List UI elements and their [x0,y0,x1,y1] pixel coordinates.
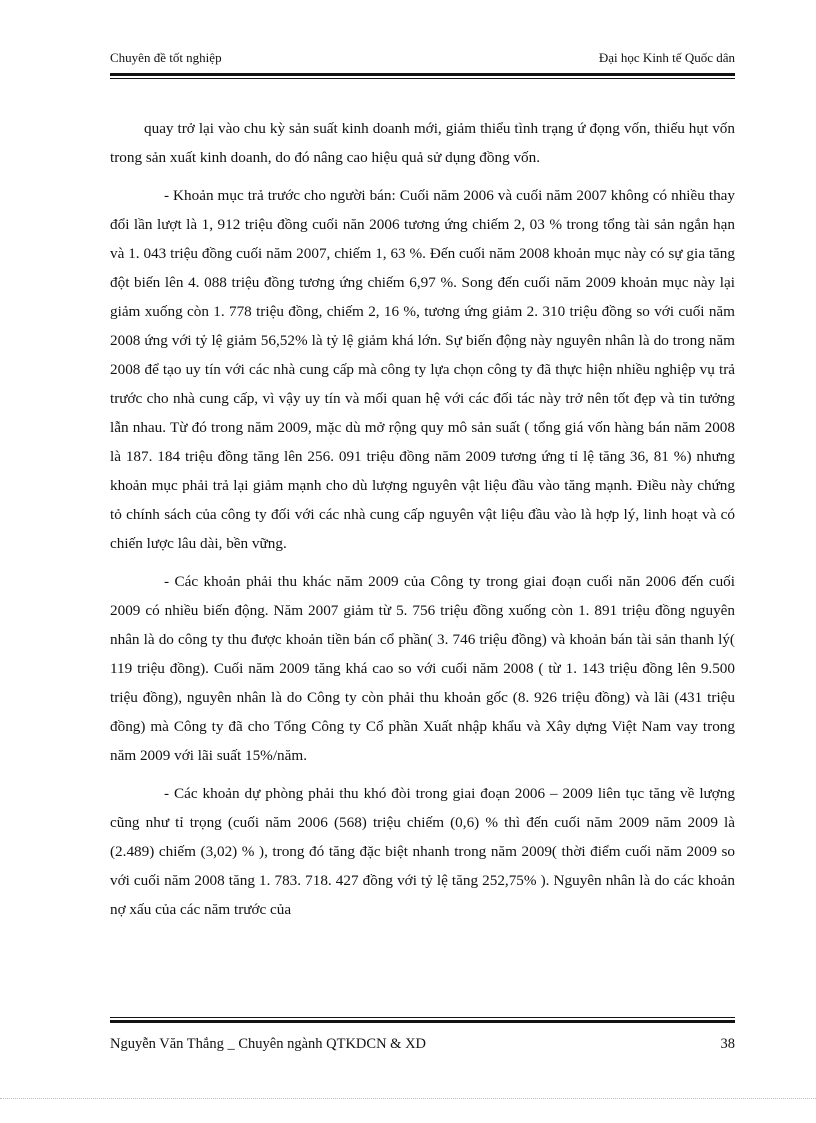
footer-author: Nguyễn Văn Thắng _ Chuyên ngành QTKDCN & XD [110,1036,427,1052]
page-number: 38 [720,1036,735,1052]
footer-rule-thin [110,1017,735,1018]
page-footer [110,1036,735,1058]
paragraph-prepayment-to-suppliers: - Khoản mục trả trước cho người bán: Cuối năm 2006 và cuối năm 2007 không có nhiều thay đổi lần lượt là 1, 912 triệu đồng cuối năn 2006 tương ứng chiếm 2, 03 % trong tổng tài sản ngắn hạn và 1. 043 triệu đồng cuối năm 2007, chiếm 1, 63 %. Đến cuối năm 2008 khoản mục này có sự gia tăng đột biến lên 4. 088 triệu đồng tương ứng chiếm 6,97 %. Song đến cuối năm 2009 khoản mục này lại giảm xuống còn 1. 778 triệu đồng, chiếm 2, 16 %, tương ứng giảm 2. 310 triệu đồng so với cuối năm 2008 ứng với tỷ lệ giảm 56,52% là tỷ lệ giảm khá lớn. Sự biến động này nguyên nhân là do trong năm 2008 để tạo uy tín với các nhà cung cấp mà công ty lựa chọn công ty đã thực hiện nhiều nghiệp vụ trả trước cho nhà cung cấp, vì vậy uy tín và mối quan hệ với các đối tác này trở nên tốt đẹp và tin tưởng lẫn nhau. Từ đó trong năm 2009, mặc dù mở rộng quy mô sản suất ( tổng giá vốn hàng bán năm 2008 là 187. 184 triệu đồng tăng lên 256. 091 triệu đồng năm 2009 tương ứng tỉ lệ tăng 36, 81 %) nhưng khoản mục phải trả lại giảm mạnh cho dù lượng nguyên vật liệu đầu vào tăng mạnh. Điều này chứng tỏ chính sách của công ty đối với các nhà cung cấp nguyên vật liệu đầu vào là hợp lý, linh hoạt và có chiến lược lâu dài, bền vững. [110,187,735,552]
page-bottom-edge [0,1098,816,1099]
page-header [110,50,735,70]
header-rule-thick [110,73,735,76]
header-document-type: Chuyên đề tốt nghiệp [110,50,222,65]
paragraph-other-receivables: - Các khoản phải thu khác năm 2009 của Công ty trong giai đoạn cuối năn 2006 đến cuối 2009 có nhiều biến động. Năm 2007 giảm từ 5. 756 triệu đồng xuống còn 1. 891 triệu đồng nguyên nhân là do công ty thu được khoản tiền bán cổ phần( 3. 746 triệu đồng) và khoản bán tài sản thanh lý( 119 triệu đồng). Cuối năm 2009 tăng khá cao so với cuối năm 2008 ( từ 1. 143 triệu đồng lên 9.500 triệu đồng), nguyên nhân là do Công ty còn phải thu khoản gốc (8. 926 triệu đồng) và lãi (431 triệu đồng) mà Công ty đã cho Tổng Công ty Cổ phần Xuất nhập khẩu và Xây dựng Việt Nam vay trong năm 2009 với lãi suất 15%/năm. [110,573,735,764]
page-body [110,114,735,933]
paragraph-continuation: quay trở lại vào chu kỳ sản suất kinh doanh mới, giảm thiểu tình trạng ứ đọng vốn, thiếu hụt vốn trong sản xuất kinh doanh, do đó nâng cao hiệu quả sử dụng đồng vốn. [110,120,735,166]
header-rule-thin [110,78,735,79]
paragraph-doubtful-receivables-provision: - Các khoản dự phòng phải thu khó đòi trong giai đoạn 2006 – 2009 liên tục tăng về lượng cũng như tỉ trọng (cuối năm 2006 (568) triệu chiếm (0,6) % thì đến cuối năm 2009 năm 2009 là (2.489) chiếm (3,02) % ), trong đó tăng đặc biệt nhanh trong năm 2009( thời điểm cuối năm 2009 so với cuối năm 2008 tăng 1. 783. 718. 427 đồng với tỷ lệ tăng 252,75% ). Nguyên nhân là do các khoản nợ xấu của các năm trước của [110,785,735,918]
header-university: Đại học Kinh tế Quốc dân [598,50,735,65]
footer-rule-thick [110,1020,735,1023]
